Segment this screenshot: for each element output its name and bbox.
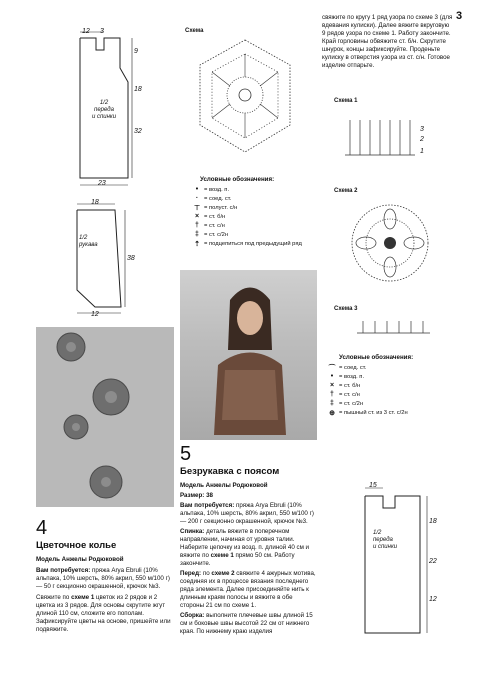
legend-item: × = ст. б/н	[329, 382, 361, 389]
legend-item: ‡ = ст. с/2н	[330, 400, 364, 407]
model5-section	[180, 444, 318, 636]
sleeve-dim-bottom: 12	[91, 311, 99, 318]
center-legend-title: Условные обозначения:	[200, 176, 275, 183]
dim-w2: 3	[100, 28, 104, 35]
row-mark-2: 2	[420, 136, 424, 143]
model-figure	[180, 270, 317, 440]
vest-schema-drawing	[355, 478, 455, 638]
right-legend	[325, 354, 465, 417]
legend-item: • = возд. п.	[330, 373, 365, 380]
vest-label: 1/2 переда и спинки	[373, 530, 398, 550]
model5-assembly: Сборка: выполните плечевые швы длиной 15 см и боковые швы высотой 22 см от нижнего края. По нижнему краю изделия	[180, 612, 313, 635]
scheme3-drawing	[355, 315, 435, 340]
legend-item: ‡ = ст. с/2н	[195, 231, 229, 238]
model4-number: 4	[36, 517, 48, 539]
page-number: 3	[456, 10, 463, 22]
scheme3-title: Схема 3	[334, 306, 358, 312]
scheme1-title: Схема 1	[334, 98, 358, 104]
legend-item: ⊤ = полуст. с/н	[193, 204, 238, 212]
model4-section	[36, 518, 176, 634]
right-legend-title: Условные обозначения:	[339, 354, 414, 361]
scheme2-title: Схема 2	[334, 188, 358, 194]
vest-dim-c: 12	[429, 596, 437, 603]
legend-item: • = возд. п.	[195, 186, 230, 193]
dim-w1: 12	[82, 28, 90, 35]
model4-author: Модель Анжелы Родюковой	[36, 556, 124, 563]
hexagon-chart-drawing	[190, 30, 310, 170]
center-schema-title: Схема	[185, 28, 204, 34]
model4-title: Цветочное колье	[36, 540, 117, 551]
model5-title: Безрукавка с поясом	[180, 466, 280, 477]
row-mark-1: 1	[420, 148, 424, 155]
dim-h3: 32	[134, 128, 142, 135]
model4-needs: Вам потребуется: пряжа Arya Ebruli (10% альпака, 10% шерсть, 80% акрил, 550 м/100 г) — 50 г секционно окрашенной, крючок №3.	[36, 567, 170, 590]
model5-front: Перед: по схеме 2 свяжите 4 ажурных мотива, соединяя их в процессе вязания последнего ряда элемента. Далее присоединяйте нить к длинным краям полосы и вяжите в обе стороны 21 см по схеме 1.	[180, 570, 316, 609]
vest-dim-top: 15	[369, 482, 377, 489]
scheme2-drawing	[345, 195, 435, 290]
model5-number: 5	[180, 443, 192, 465]
dim-bottom: 23	[98, 180, 106, 187]
legend-item: ⌒ = соед. ст.	[328, 364, 367, 372]
hexagon-crochet-chart	[190, 30, 310, 170]
scheme3-chart	[355, 315, 435, 340]
dim-h1: 9	[134, 48, 138, 55]
vest-dim-b: 22	[429, 558, 437, 565]
center-legend	[190, 176, 330, 248]
model5-needs: Вам потребуется: пряжа Arya Ebruli (10% альпака, 10% шерсть, 80% акрил, 550 м/100 г) — 200 г секционно окрашенной, крючок №3.	[180, 502, 314, 525]
model4-instructions: Свяжите по схеме 1 цветок из 2 рядов и 2 цветка из 3 рядов. Для основы скрутите жгут длиной 110 см, сложите его пополам. Зафиксируйте цветы на основе, пришейте или подвяжите.	[36, 594, 171, 633]
right-column-intro: свяжите по кругу 1 ряд узора по схеме 3 (для вдевания кулиски). Далее вяжите вкруговую 9 рядов узора по схеме 1. Работу закончите. Край горловины обвяжите ст. б/н. Скрутите шнурок, концы зафиксируйте. Проденьте кулиску в отверстия узора из ст. с/н. Готовое изделие отпарьте.	[322, 14, 453, 69]
legend-item: × = ст. б/н	[194, 213, 226, 220]
body-pattern-schema	[60, 20, 160, 190]
model-photo-vest	[180, 270, 317, 440]
sleeve-pattern-schema	[65, 195, 165, 320]
row-mark-3: 3	[420, 126, 424, 133]
vest-pattern-schema	[355, 478, 455, 638]
sleeve-schema-drawing	[65, 195, 165, 320]
vest-dim-a: 18	[429, 518, 437, 525]
model5-back: Спинка: деталь вяжите в поперечном направлении, начиная от уровня талии. Наберите цепочку из возд. п. длиной 40 см и вяжите по схеме 1 прямо 50 см. Работу закончите.	[180, 528, 310, 567]
scheme1-chart	[340, 110, 430, 165]
scheme1-drawing	[340, 110, 430, 165]
legend-item: ⊕ = пышный ст. из 3 ст. с/2н	[329, 409, 408, 417]
body-label: 1/2 переда и спинки	[91, 100, 117, 120]
legend-item: † = ст. с/н	[195, 222, 225, 229]
dim-h2: 18	[134, 86, 142, 93]
sleeve-dim-height: 38	[127, 255, 135, 262]
necklace-flowers	[36, 327, 174, 507]
legend-item: † = ст. с/н	[330, 391, 360, 398]
model5-size: Размер: 38	[180, 492, 213, 499]
scheme2-chart	[345, 195, 435, 290]
legend-item: ⇡ = подцепиться под предыдущий ряд	[194, 240, 302, 248]
legend-item: · = соед. ст.	[195, 195, 232, 202]
sleeve-label: 1/2 рукава	[79, 235, 98, 248]
sleeve-dim-top: 18	[91, 199, 99, 206]
necklace-photo	[36, 327, 174, 507]
model5-author: Модель Анжелы Родюковой	[180, 482, 268, 489]
